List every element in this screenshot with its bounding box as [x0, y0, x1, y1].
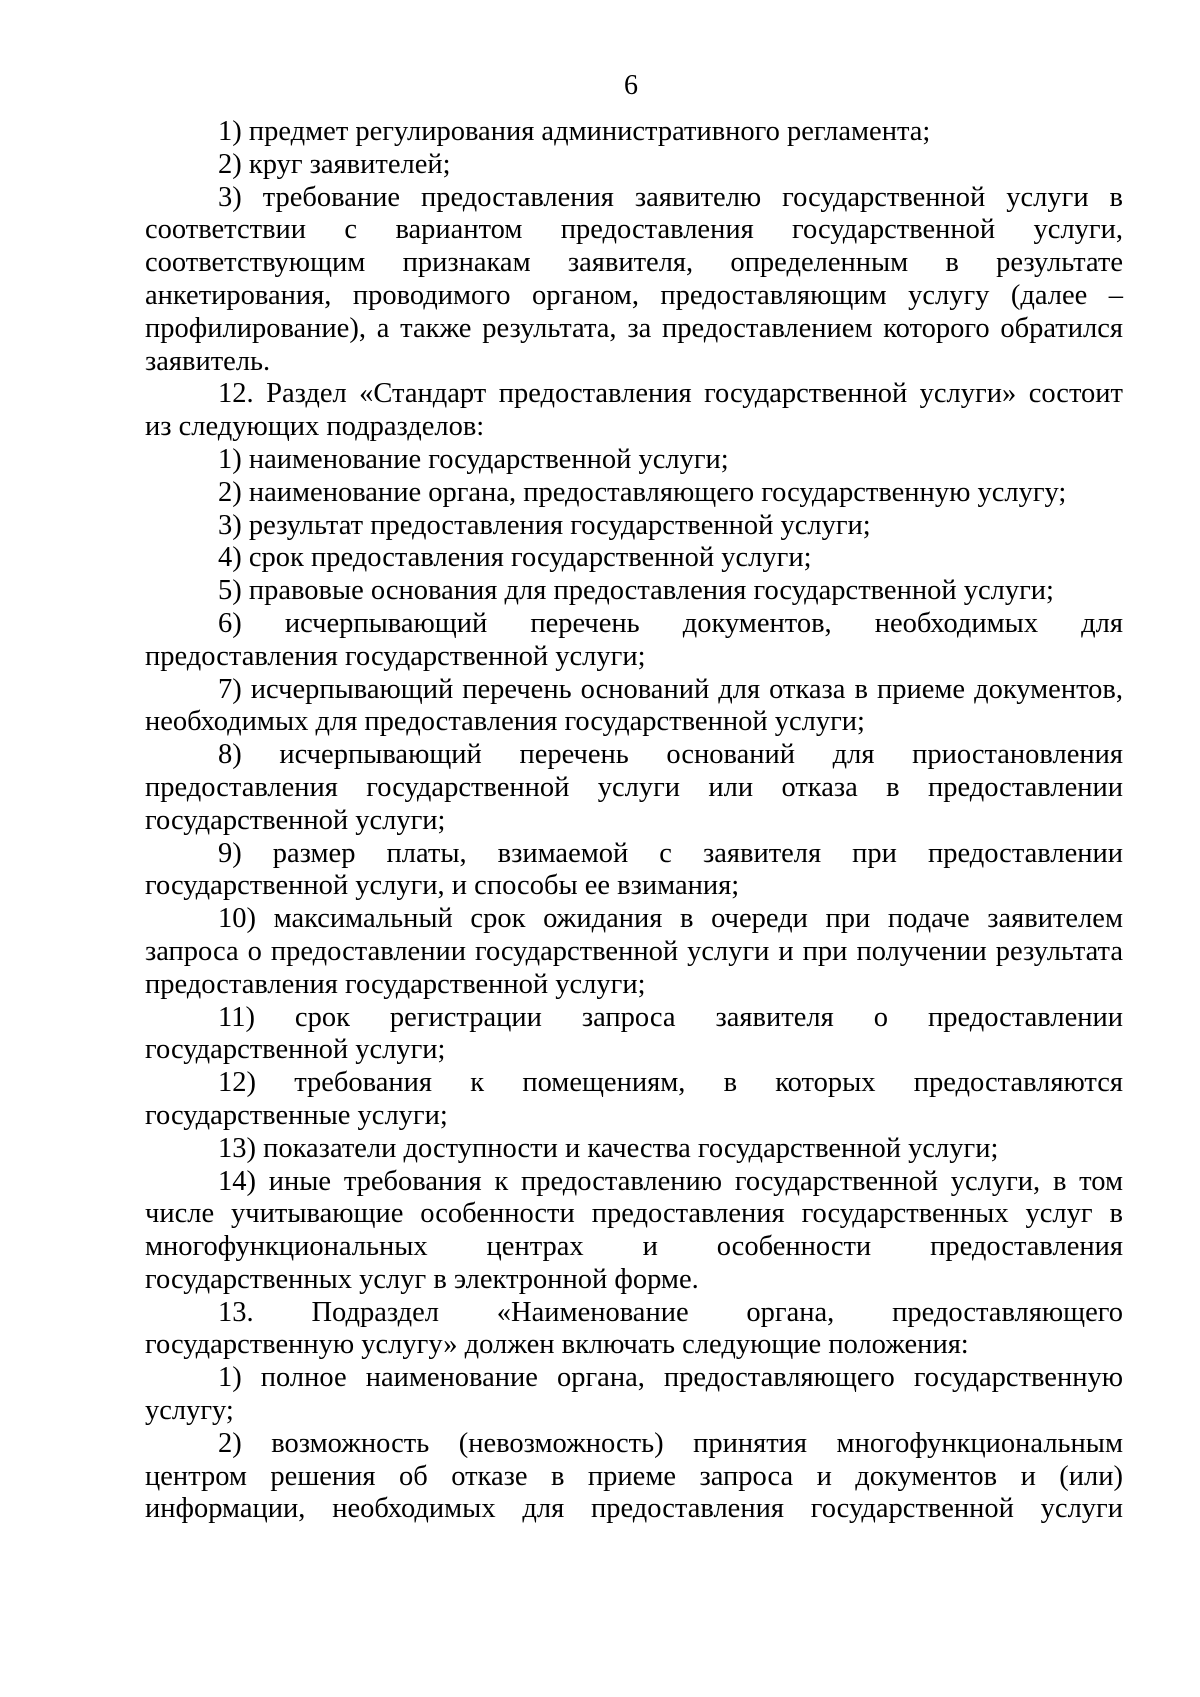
paragraph: 4) срок предоставления государственной услуги; [218, 542, 812, 574]
paragraph: 1) наименование государственной услуги; [218, 443, 729, 475]
paragraph: 7) исчерпывающий перечень оснований для отказа в приеме документов, необходимых для предоставления государственной услуги; [145, 673, 1123, 738]
paragraph: 3) требование предоставления заявителю государственной услуги в соответствии с вариантом предоставления государственной услуги, соответствующим признакам заявителя, определенным в результате анкетирования, проводимого органом, предоставляющим услугу (далее – профилирование), а также результата, за предоставлением которого обратился заявитель. [145, 181, 1123, 377]
paragraph: 1) полное наименование органа, предоставляющего государственную услугу; [145, 1362, 1123, 1427]
paragraph: 6) исчерпывающий перечень документов, необходимых для предоставления государственной услуги; [145, 607, 1123, 672]
paragraph: 5) правовые основания для предоставления государственной услуги; [218, 575, 1054, 607]
paragraph: 1) предмет регулирования административного регламента; [218, 116, 931, 147]
paragraph: 11) срок регистрации запроса заявителя о предоставлении государственной услуги; [145, 1001, 1123, 1066]
page-number: 6 [624, 70, 638, 101]
paragraph: 2) наименование органа, предоставляющего государственную услугу; [218, 476, 1067, 508]
paragraph: 13. Подраздел «Наименование органа, предоставляющего государственную услугу» должен включать следующие положения: [145, 1296, 1123, 1361]
paragraph: 2) круг заявителей; [218, 148, 451, 180]
paragraph: 12) требования к помещениям, в которых предоставляются государственные услуги; [145, 1067, 1123, 1131]
paragraph: 9) размер платы, взимаемой с заявителя при предоставлении государственной услуги, и способы ее взимания; [145, 837, 1123, 902]
paragraph: 10) максимальный срок ожидания в очереди при подаче заявителем запроса о предоставлении государственной услуги и при получении результата предоставления государственной услуги; [145, 903, 1123, 1000]
paragraph: 8) исчерпывающий перечень оснований для приостановления предоставления государственной услуги или отказа в предоставлении государственной услуги; [145, 739, 1123, 836]
document-body [145, 116, 1123, 1526]
paragraph: 3) результат предоставления государственной услуги; [218, 509, 871, 541]
paragraph: 13) показатели доступности и качества государственной услуги; [218, 1132, 999, 1164]
paragraph: 12. Раздел «Стандарт предоставления государственной услуги» состоит из следующих подразделов: [145, 378, 1123, 443]
paragraph: 2) возможность (невозможность) принятия многофункциональным центром решения об отказе в приеме запроса и документов и (или) информации, необходимых для предоставления государственной услуги [145, 1427, 1123, 1525]
paragraph: 14) иные требования к предоставлению государственной услуги, в том числе учитывающие особенности предоставления государственных услуг в многофункциональных центрах и особенности предоставления государственных услуг в электронной форме. [145, 1165, 1123, 1295]
